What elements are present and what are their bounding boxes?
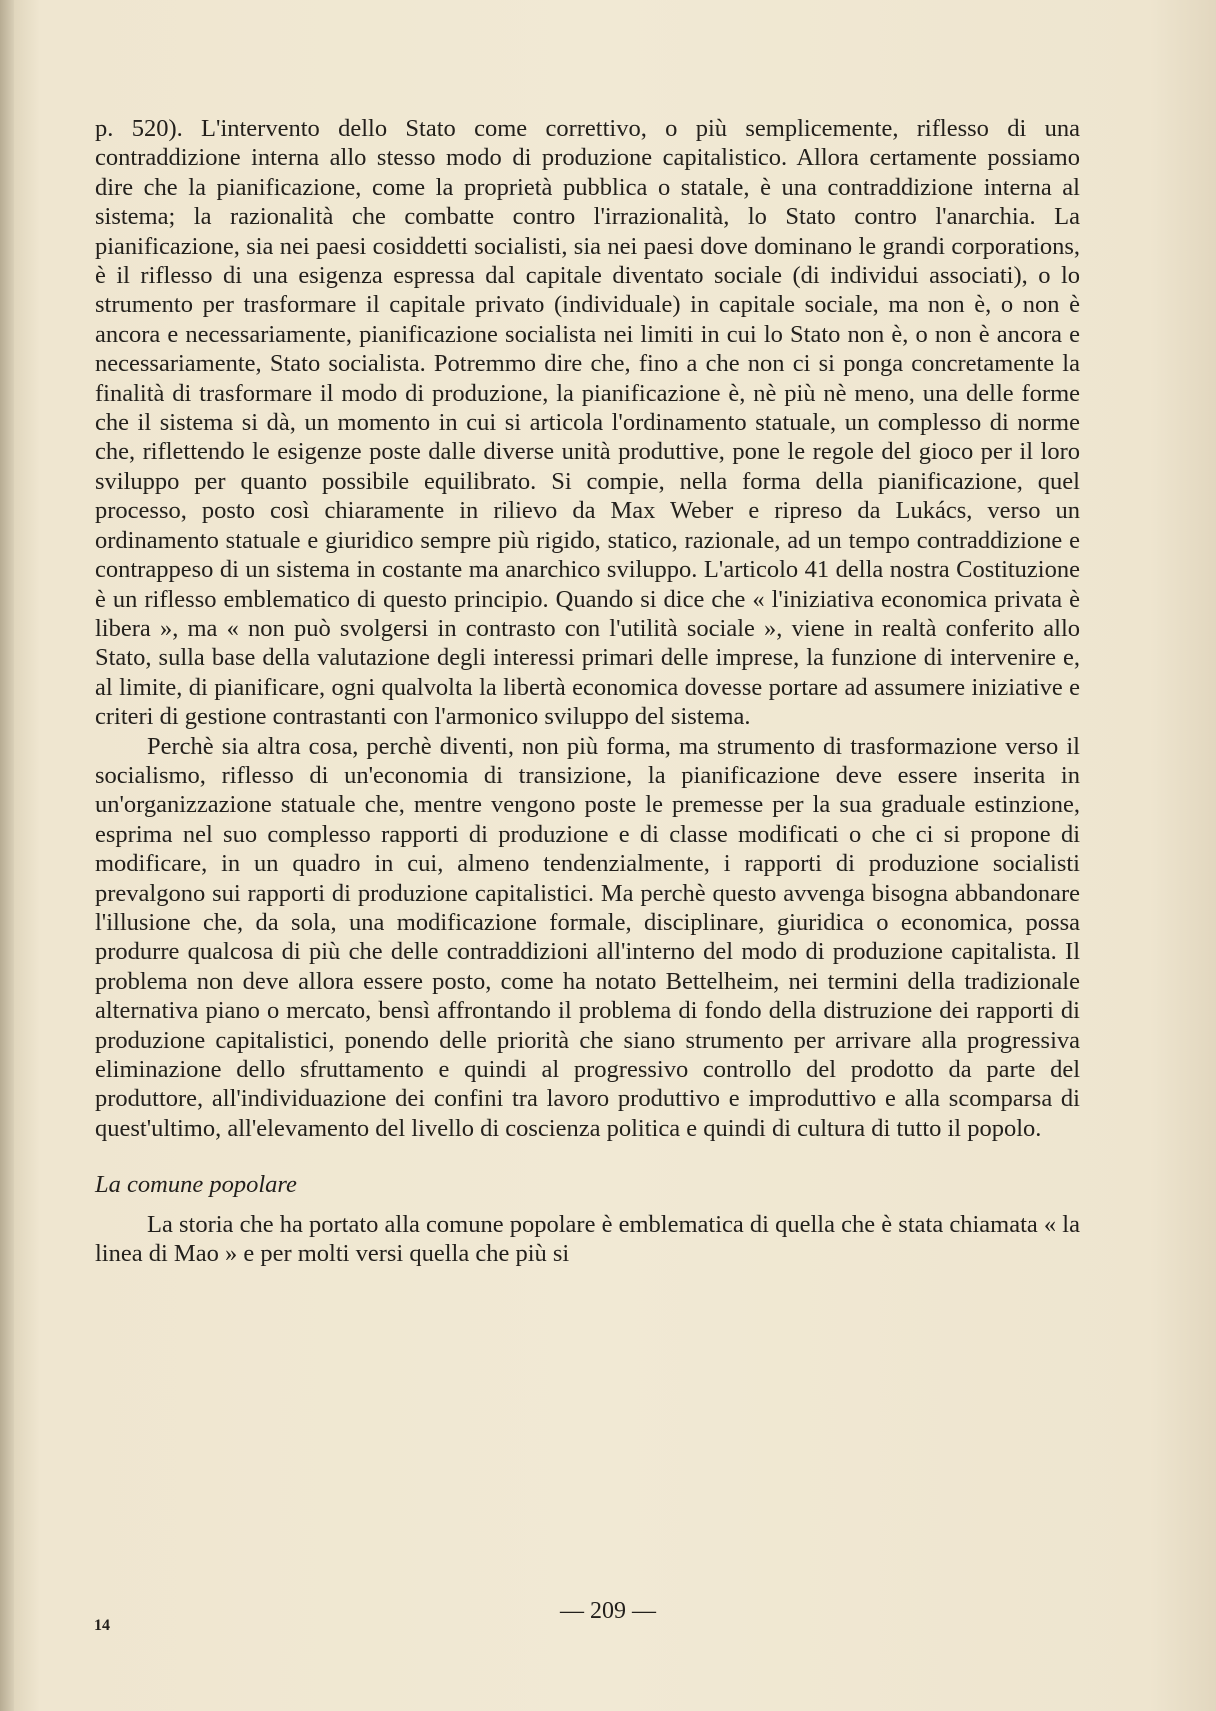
book-spine-shadow [0,0,14,1711]
body-paragraph-2: Perchè sia altra cosa, perchè diventi, non più forma, ma strumento di trasformazione verso il socialismo, riflesso di un'economia di transizione, la pianificazione deve essere inserita in un'organizzazione statuale che, mentre vengono poste le premesse per la sua graduale estinzione, esprima nel suo complesso rapporti di produzione e di classe modificati o che ci si propone di modificare, in un quadro in cui, almeno tendenzialmente, i rapporti di produzione socialisti prevalgono sui rapporti di produzione capitalistici. Ma perchè questo avvenga bisogna abbandonare l'illusione che, da sola, una modificazione formale, disciplinare, giuridica o economica, possa produrre qualcosa di più che delle contraddizioni all'interno del modo di produzione capitalista. Il problema non deve allora essere posto, come ha notato Bettelheim, nei termini della tradizionale alternativa piano o mercato, bensì affrontando il problema di fondo della distruzione dei rapporti di produzione capitalistici, ponendo delle priorità che siano strumento per arrivare alla progressiva eliminazione dello sfruttamento e quindi al progressivo controllo del prodotto da parte del produttore, all'individuazione dei confini tra lavoro produttivo e improduttivo e alla scomparsa di quest'ultimo, all'elevamento del livello di coscienza politica e quindi di cultura di tutto il popolo. [95,732,1080,1142]
signature-mark: 14 [94,1617,110,1634]
page-number: — 209 — [560,1598,656,1624]
section-heading: La comune popolare [95,1171,297,1199]
body-paragraph-1: p. 520). L'intervento dello Stato come correttivo, o più semplicemente, riflesso di una contraddizione interna allo stesso modo di produzione capitalistico. Allora certamente possiamo dire che la pianificazione, come la proprietà pubblica o statale, è una contraddizione interna al sistema; la razionalità che combatte contro l'irrazionalità, lo Stato contro l'anarchia. La pianificazione, sia nei paesi cosiddetti socialisti, sia nei paesi dove dominano le grandi corporations, è il riflesso di una esigenza espressa dal capitale diventato sociale (di individui associati), o lo strumento per trasformare il capitale privato (individuale) in capitale sociale, ma non è, o non è ancora e necessariamente, pianificazione socialista nei limiti in cui lo Stato non è, o non è ancora e necessariamente, Stato socialista. Potremmo dire che, fino a che non ci si ponga concretamente la finalità di trasformare il modo di produzione, la pianificazione è, nè più nè meno, una delle forme che il sistema si dà, un momento in cui si articola l'ordinamento statuale, un complesso di norme che, riflettendo le esigenze poste dalle diverse unità produttive, pone le regole del gioco per il loro sviluppo per quanto possibile equilibrato. Si compie, nella forma della pianificazione, quel processo, posto così chiaramente in rilievo da Max Weber e ripreso da Lukács, verso un ordinamento statuale e giuridico sempre più rigido, statico, razionale, ad un tempo contraddizione e contrappeso di un sistema in costante ma anarchico sviluppo. L'articolo 41 della nostra Costituzione è un riflesso emblematico di questo principio. Quando si dice che « l'iniziativa economica privata è libera », ma « non può svolgersi in contrasto con l'utilità sociale », viene in realtà conferito allo Stato, sulla base della valutazione degli interessi primari delle imprese, la funzione di intervenire e, al limite, di pianificare, ogni qualvolta la libertà economica dovesse portare ad assumere iniziative e criteri di gestione contrastanti con l'armonico sviluppo del sistema. [95,115,1080,731]
page-body [95,114,1080,1268]
section-paragraph: La storia che ha portato alla comune popolare è emblematica di quella che è stata chiamata « la linea di Mao » e per molti versi quella che più si [95,1210,1080,1268]
